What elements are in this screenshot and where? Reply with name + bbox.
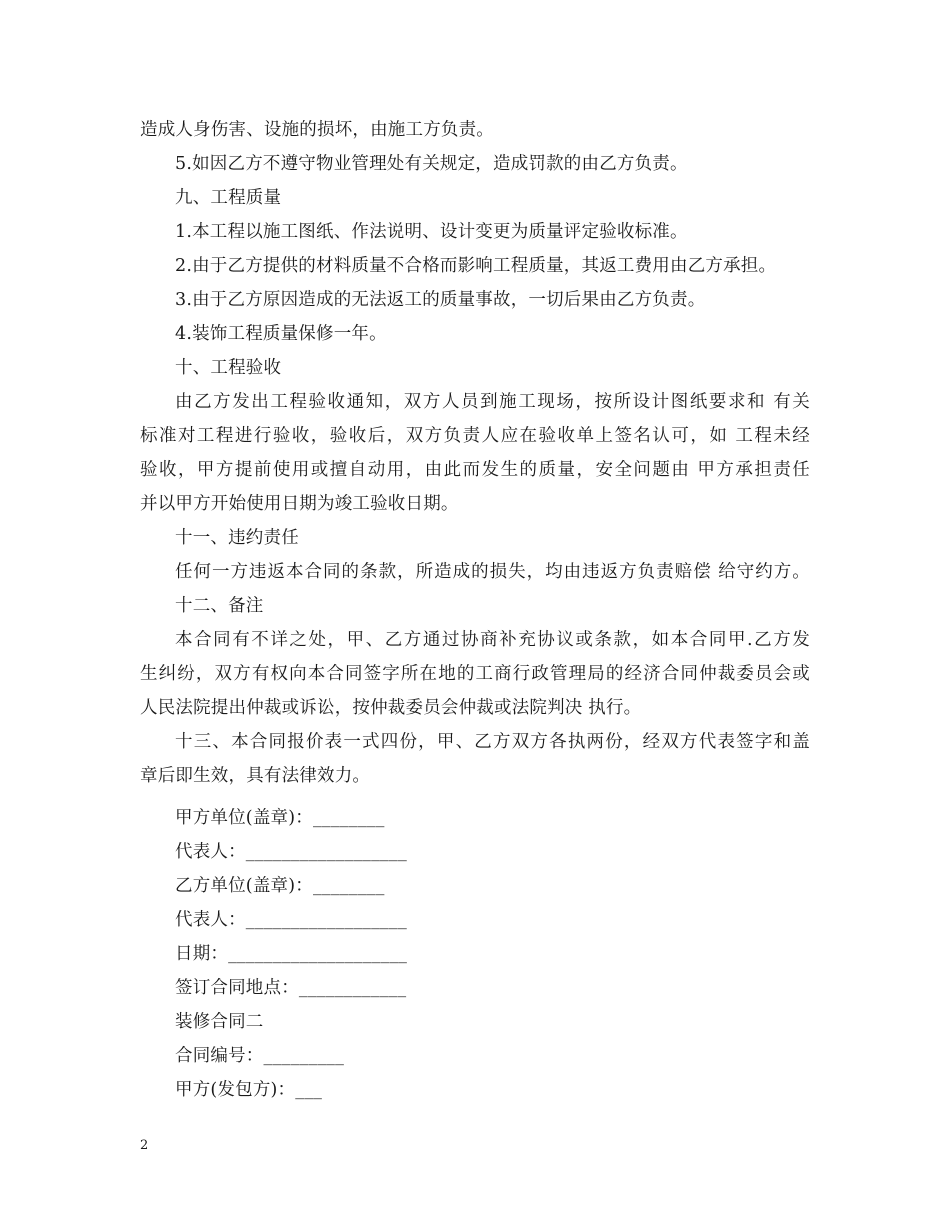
party-a-unit-field: 甲方单位(盖章)：________: [175, 808, 385, 828]
date-field: 日期：____________________: [175, 944, 408, 964]
line-text: 本合同有不详之处，甲、乙方通过协商补充协议或条款，如本合同甲.乙方发: [175, 630, 810, 650]
section-heading-text: 九、工程质量: [175, 188, 282, 208]
section-heading: [0, 351, 950, 385]
line-text: 3.由于乙方原因造成的无法返工的质量事故，一切后果由乙方负责。: [175, 290, 706, 310]
paragraph-line: [0, 623, 950, 657]
line-text: 验收，甲方提前使用或擅自动用，由此而发生的质量，安全问题由 甲方承担责任: [140, 460, 810, 480]
page-number: 2: [140, 1138, 149, 1153]
paragraph-line: [0, 453, 950, 487]
signature-field: [0, 869, 950, 903]
section-heading: [0, 521, 950, 555]
line-text: 由乙方发出工程验收通知，双方人员到施工现场，按所设计图纸要求和 有关: [175, 392, 810, 412]
line-text: 十三、本合同报价表一式四份，甲、乙方双方各执两份，经双方代表签字和盖: [175, 732, 810, 752]
signature-field: [0, 801, 950, 835]
signature-field: [0, 1039, 950, 1073]
signature-field: [0, 937, 950, 971]
section-heading-text: 十二、备注: [175, 596, 264, 616]
paragraph-line: [0, 657, 950, 691]
party-b-unit-field: 乙方单位(盖章)：________: [175, 876, 385, 896]
paragraph-line: [0, 487, 950, 521]
contract-number-field: 合同编号：_________: [175, 1046, 345, 1066]
line-text: 2.由于乙方提供的材料质量不合格而影响工程质量，其返工费用由乙方承担。: [175, 256, 777, 276]
paragraph-line: [0, 215, 950, 249]
paragraph-line: [0, 113, 950, 147]
section-heading: [0, 1005, 950, 1039]
paragraph-line: [0, 759, 950, 793]
line-text: 4.装饰工程质量保修一年。: [175, 324, 387, 344]
section-heading-text: 十、工程验收: [175, 358, 282, 378]
line-text: 1.本工程以施工图纸、作法说明、设计变更为质量评定验收标准。: [175, 222, 688, 242]
signature-field: [0, 835, 950, 869]
paragraph-line: [0, 691, 950, 725]
signature-field: [0, 903, 950, 937]
line-text: 造成人身伤害、设施的损坏，由施工方负责。: [140, 120, 494, 140]
line-text: 任何一方违返本合同的条款，所造成的损失，均由违返方负责赔偿 给守约方。: [175, 562, 810, 582]
party-a-field: 甲方(发包方)：___: [175, 1080, 323, 1100]
signing-place-field: 签订合同地点：____________: [175, 978, 407, 998]
party-a-rep-field: 代表人：__________________: [175, 842, 407, 862]
signature-field: [0, 971, 950, 1005]
paragraph-line: [0, 317, 950, 351]
line-text: 并以甲方开始使用日期为竣工验收日期。: [140, 494, 459, 514]
paragraph-line: [0, 249, 950, 283]
paragraph-line: [0, 419, 950, 453]
paragraph-line: [0, 147, 950, 181]
party-b-rep-field: 代表人：__________________: [175, 910, 407, 930]
paragraph-line: [0, 283, 950, 317]
line-text: 5.如因乙方不遵守物业管理处有关规定，造成罚款的由乙方负责。: [175, 154, 688, 174]
section-heading-text: 十一、违约责任: [175, 528, 299, 548]
signature-field: [0, 1073, 950, 1107]
paragraph-line: [0, 385, 950, 419]
line-text: 标准对工程进行验收，验收后，双方负责人应在验收单上签名认可，如 工程未经: [140, 426, 810, 446]
contract-two-title: 装修合同二: [175, 1012, 264, 1032]
paragraph-line: [0, 725, 950, 759]
section-heading: [0, 181, 950, 215]
line-text: 生纠纷，双方有权向本合同签字所在地的工商行政管理局的经济合同仲裁委员会或: [140, 664, 810, 684]
line-text: 章后即生效，具有法律效力。: [140, 766, 371, 786]
line-text: 人民法院提出仲裁或诉讼，按仲裁委员会仲裁或法院判决 执行。: [140, 698, 642, 718]
paragraph-line: [0, 555, 950, 589]
section-heading: [0, 589, 950, 623]
